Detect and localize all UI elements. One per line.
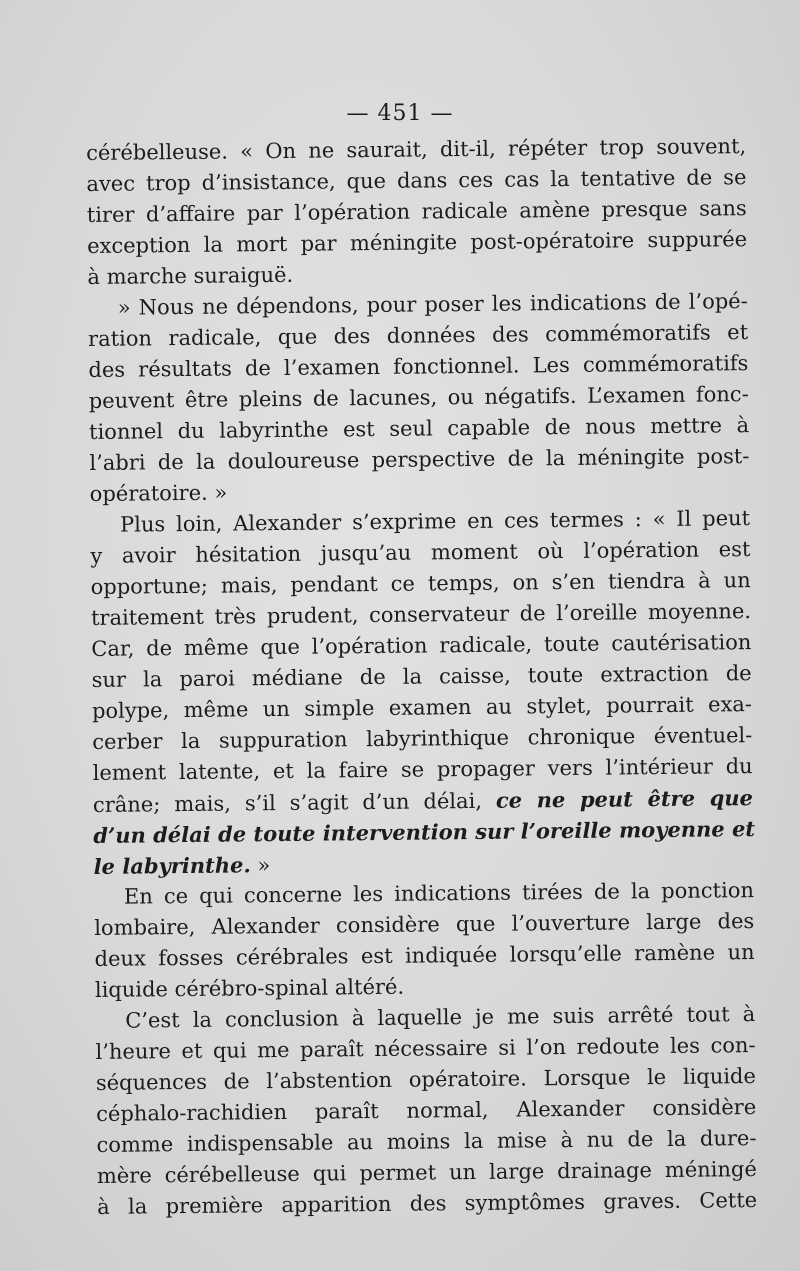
line-text: à marche suraiguë. xyxy=(87,262,294,289)
line-text: l’heure et qui me paraît nécessaire si l’on redoute les con- xyxy=(95,1033,756,1064)
line-text: mère cérébelleuse qui permet un large drainage méningé xyxy=(96,1157,757,1188)
emphasized-text: d’un délai de toute intervention sur l’oreille moyenne et xyxy=(93,816,756,848)
text-line xyxy=(97,1185,757,1223)
line-text: C’est la conclusion à laquelle je me suis arrêté tout à xyxy=(125,1002,756,1033)
line-text: En ce qui concerne les indications tirées de la ponction xyxy=(123,878,755,909)
emphasized-text: ce ne peut être que xyxy=(495,785,754,813)
line-text: lement latente, et la faire se propager vers l’intérieur du xyxy=(92,754,753,785)
line-text: y avoir hésitation jusqu’au moment où l’opération est xyxy=(90,537,751,568)
line-text: tirer d’affaire par l’opération radicale amène presque sans xyxy=(86,196,747,227)
line-text: cerber la suppuration labyrinthique chronique éventuel- xyxy=(92,723,753,754)
emphasized-text: le labyrinthe. xyxy=(93,852,251,879)
line-text: tionnel du labyrinthe est seul capable de nous mettre à xyxy=(88,413,750,444)
line-text: exception la mort par méningite post-opératoire suppurée xyxy=(87,227,748,258)
line-text: céphalo-rachidien paraît normal, Alexander considère xyxy=(96,1095,757,1126)
line-text: lombaire, Alexander considère que l’ouverture large des xyxy=(94,909,755,940)
line-text: l’abri de la douloureuse perspective de la méningite post- xyxy=(89,444,750,475)
line-text: ration radicale, que des données des commémoratifs et xyxy=(87,320,749,351)
line-text: deux fosses cérébrales est indiquée lorsqu’elle ramène un xyxy=(94,940,755,971)
line-text: des résultats de l’examen fonctionnel. Les commémoratifs xyxy=(88,351,749,382)
line-text: avec trop d’insistance, que dans ces cas la tentative de se xyxy=(86,165,747,196)
line-text: opératoire. » xyxy=(89,480,228,506)
line-text: liquide cérébro-spinal altéré. xyxy=(94,974,405,1002)
line-text: traitement très prudent, conservateur de l’oreille moyenne. xyxy=(90,599,752,630)
page-number: — 451 — xyxy=(346,101,454,126)
line-text: Plus loin, Alexander s’exprime en ces termes : « Il peut xyxy=(119,506,751,537)
line-text: comme indispensable au moins la mise à nu de la dure- xyxy=(96,1126,757,1157)
line-text: peuvent être pleins de lacunes, ou négatifs. L’examen fonc- xyxy=(88,382,749,413)
line-text: crâne; mais, s’il s’agit d’un délai, xyxy=(92,788,483,817)
line-text: sur la paroi médiane de la caisse, toute extraction de xyxy=(91,661,752,692)
line-text: polype, même un simple examen au stylet, pourrait exa- xyxy=(91,692,753,723)
line-text: » Nous ne dépendons, pour poser les indications de l’opé- xyxy=(117,289,748,320)
line-text: Car, de même que l’opération radicale, toute cautérisation xyxy=(91,630,752,661)
line-text: à la première apparition des symptômes graves. Cette xyxy=(97,1188,758,1219)
line-text: séquences de l’abstention opératoire. Lorsque le liquide xyxy=(95,1064,756,1095)
line-tail: » xyxy=(250,853,271,878)
line-text: cérébelleuse. « On ne saurait, dit-il, répéter trop souvent, xyxy=(86,134,747,165)
body-text xyxy=(86,131,757,1223)
line-text: opportune; mais, pendant ce temps, on s’en tiendra à un xyxy=(90,568,751,599)
